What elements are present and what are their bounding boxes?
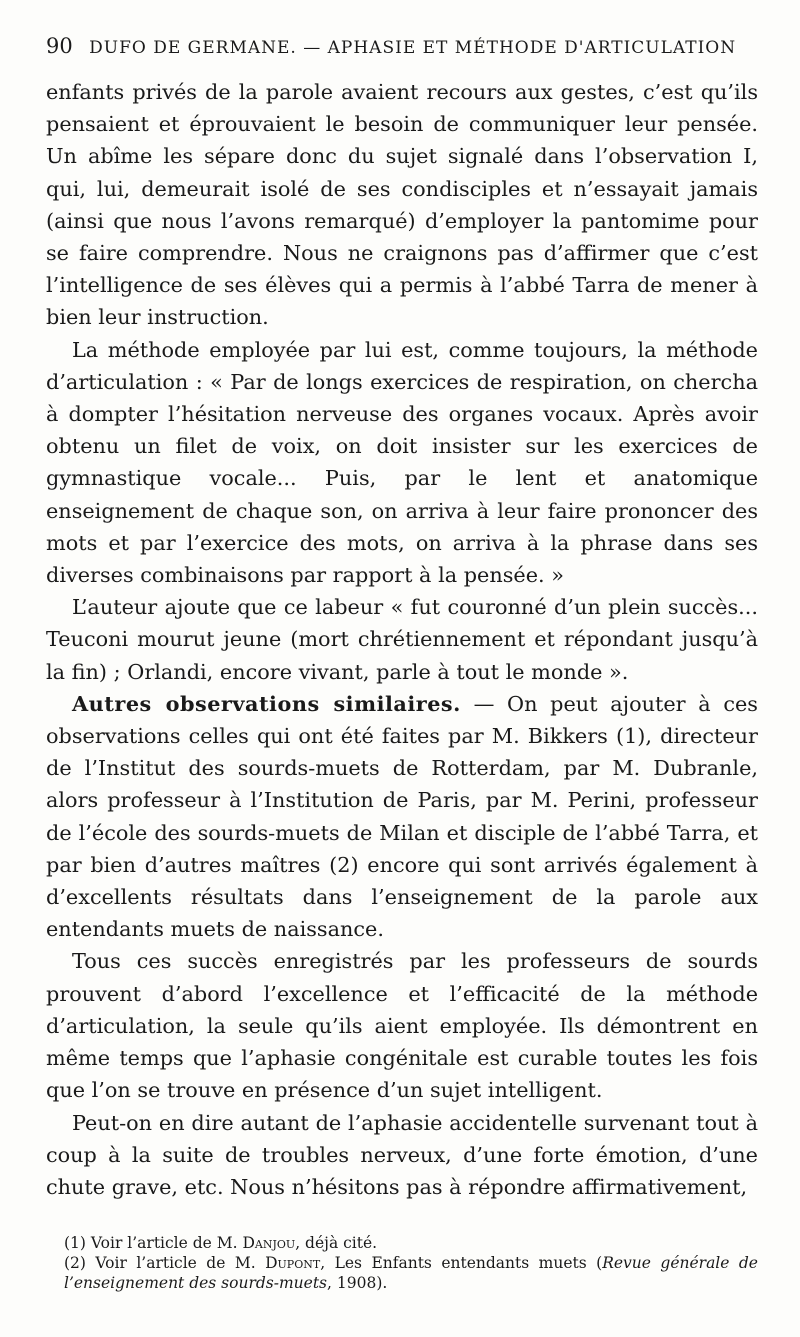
paragraph: enfants privés de la parole avaient recours aux gestes, c’est qu’ils pensaient et éprouvaient le besoin de communiquer leur pensée. Un abîme les sépare donc du sujet signalé dans l’observation I, qui, lui, demeurait isolé de ses condisciples et n’essayait jamais (ainsi que nous l’avons remarqué) d’employer la pantomime pour se faire comprendre. Nous ne craignons pas d’affirmer que c’est l’intelligence de ses élèves qui a permis à l’abbé Tarra de mener à bien leur instruction. <box>46 80 758 330</box>
paragraph-text: — On peut ajouter à ces observations celles qui ont été faites par M. Bikkers (1), directeur de l’Institut des sourds-muets de Rotterdam, par M. Dubranle, alors professeur à l’Institution de Paris, par M. Perini, professeur de l’école des sourds-muets de Milan et disciple de l’abbé Tarra, et par bien d’autres maîtres (2) encore qui sont arrivés également à d’excellents résultats dans l’enseignement de la parole aux entendants muets de naissance. <box>46 691 758 942</box>
footnote-1: (1) Voir l’article de M. Danjou, déjà cité. <box>64 1234 378 1252</box>
footnote-author: Danjou <box>242 1234 296 1252</box>
page-number: 90 <box>46 34 73 58</box>
paragraph: L’auteur ajoute que ce labeur « fut couronné d’un plein succès... Teuconi mourut jeune (mort chrétiennement et répondant jusqu’à la fin) ; Orlandi, encore vivant, parle à tout le monde ». <box>46 595 758 684</box>
running-title: DUFO DE GERMANE. — APHASIE ET MÉTHODE D'ARTICULATION <box>89 38 737 58</box>
footnote-author: Dupont <box>265 1254 321 1272</box>
footnote-2: (2) Voir l’article de M. Dupont, Les Enfants entendants muets (Revue générale de l’enseignement des sourds-muets, 1908). <box>64 1254 758 1292</box>
paragraph <box>46 688 758 946</box>
footnotes <box>46 1233 758 1293</box>
paragraph: Tous ces succès enregistrés par les professeurs de sourds prouvent d’abord l’excellence et l’efficacité de la méthode d’articulation, la seule qu’ils aient employée. Ils démontrent en même temps que l’aphasie congénitale est curable toutes les fois que l’on se trouve en présence d’un sujet intelligent. <box>46 949 758 1103</box>
body-text <box>46 76 758 1203</box>
footnote-journal: Revue générale de l’enseignement des sourds-muets <box>64 1254 758 1292</box>
running-head <box>46 34 766 64</box>
section-heading: Autres observations similaires. <box>72 690 461 716</box>
paragraph: Peut-on en dire autant de l’aphasie accidentelle survenant tout à coup à la suite de troubles nerveux, d’une forte émotion, d’une chute grave, etc. Nous n’hésitons pas à répondre affirmativement, <box>46 1110 758 1199</box>
paragraph: La méthode employée par lui est, comme toujours, la méthode d’articulation : « Par de longs exercices de respiration, on chercha à dompter l’hésitation nerveuse des organes vocaux. Après avoir obtenu un filet de voix, on doit insister sur les exercices de gymnastique vocale... Puis, par le lent et anatomique enseignement de chaque son, on arriva à leur faire prononcer des mots et par l’exercice des mots, on arriva à la phrase dans ses diverses combinaisons par rapport à la pensée. » <box>46 337 758 588</box>
